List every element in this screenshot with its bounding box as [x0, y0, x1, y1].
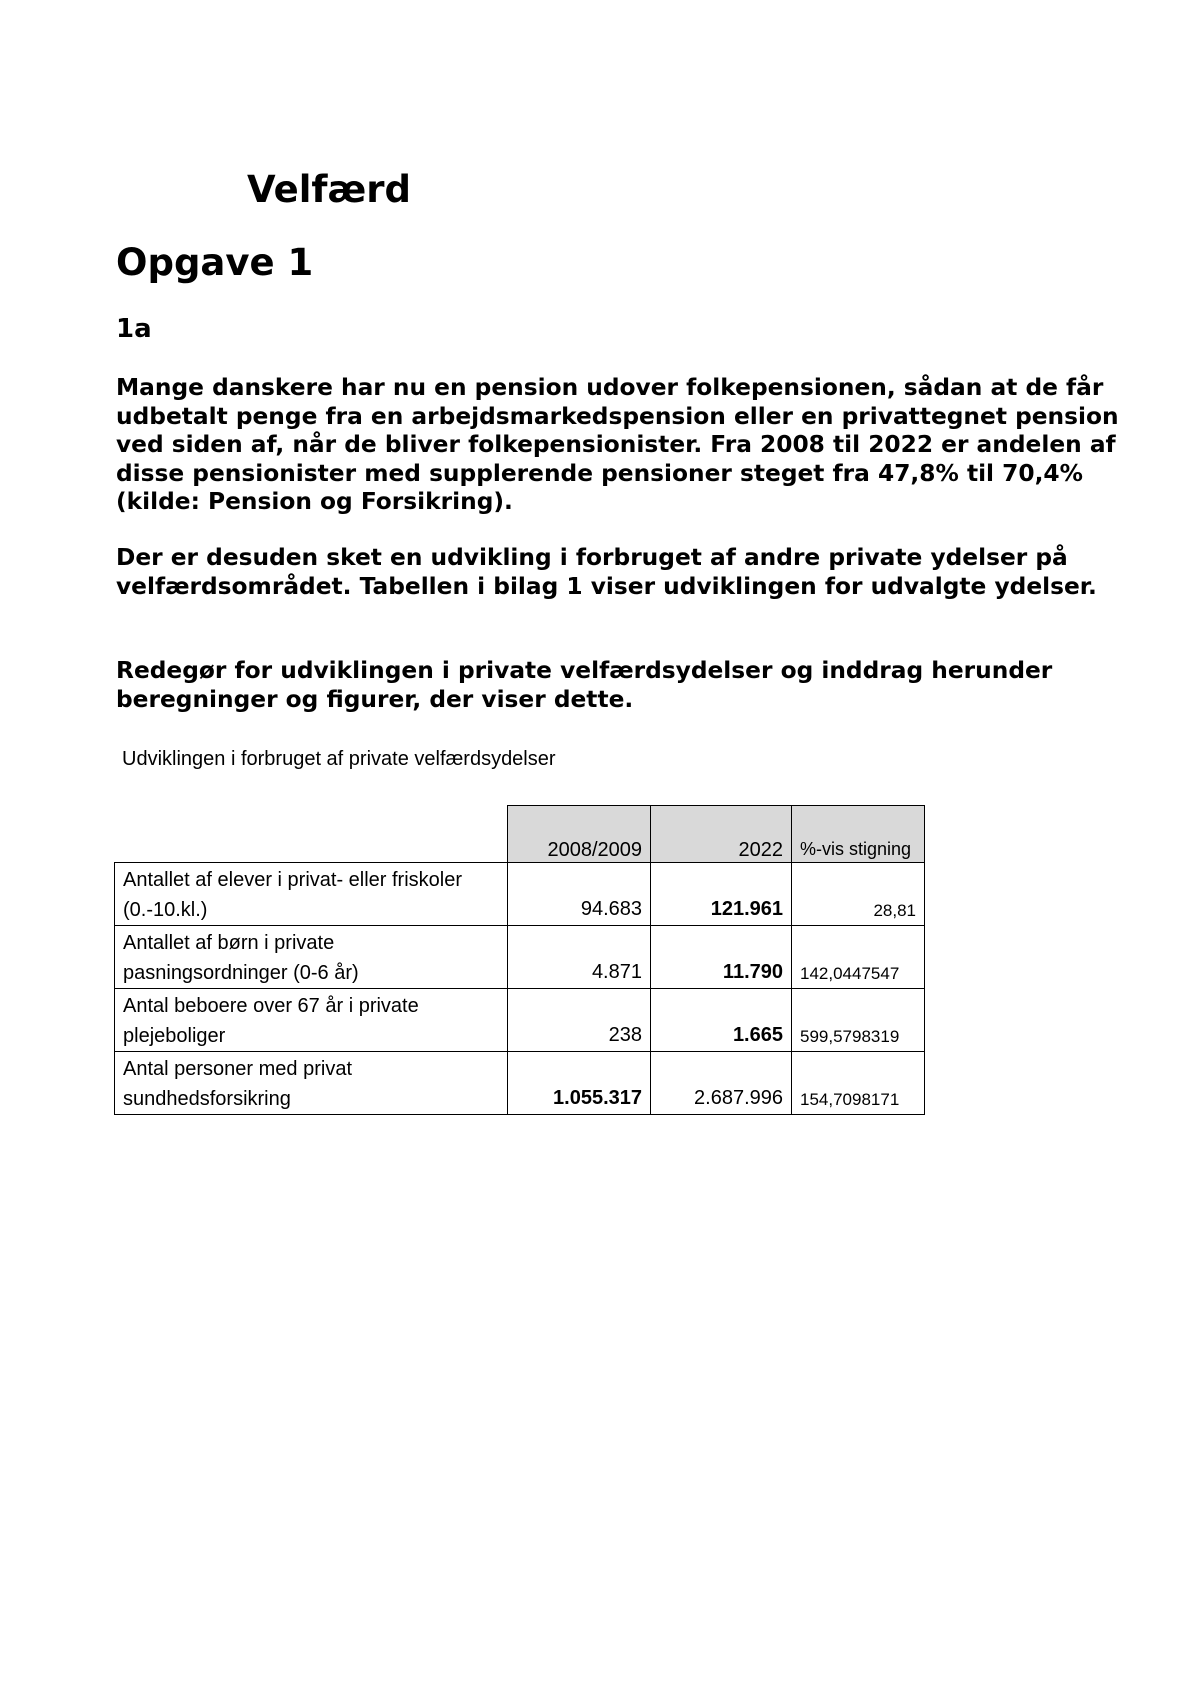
value-pct: 154,7098171 — [792, 1052, 925, 1115]
value-2008: 4.871 — [508, 926, 651, 989]
table-row — [115, 1052, 925, 1115]
paragraph-task: Redegør for udviklingen i private velfærdsydelser og inddrag herunder beregninger og figurer, der viser dette. — [116, 657, 1053, 713]
header-pct: %-vis stigning — [792, 806, 925, 863]
paragraph-development: Der er desuden sket en udvikling i forbruget af andre private ydelser på velfærdsområdet. Tabellen i bilag 1 viser udviklingen for udvalgte ydelser. — [116, 544, 1097, 600]
row-label: Antallet af børn i private pasningsordninger (0-6 år) — [115, 926, 508, 989]
table-header-row — [115, 806, 925, 863]
value-2008: 238 — [508, 989, 651, 1052]
assignment-heading: Opgave 1 — [116, 241, 314, 284]
table-row — [115, 863, 925, 926]
value-2022: 2.687.996 — [651, 1052, 792, 1115]
row-label: Antal personer med privat sundhedsforsikring — [115, 1052, 508, 1115]
value-pct: 142,0447547 — [792, 926, 925, 989]
table-row — [115, 926, 925, 989]
table-caption: Udviklingen i forbruget af private velfærdsydelser — [122, 748, 556, 770]
subtask-heading: 1a — [116, 314, 152, 344]
value-2022: 11.790 — [651, 926, 792, 989]
value-pct: 28,81 — [792, 863, 925, 926]
table-row — [115, 989, 925, 1052]
document-title: Velfærd — [247, 168, 411, 211]
value-2008: 94.683 — [508, 863, 651, 926]
header-empty-cell — [115, 806, 508, 863]
paragraph-pension: Mange danskere har nu en pension udover folkepensionen, sådan at de får udbetalt penge fra en arbejdsmarkedspension eller en privattegnet pension ved siden af, når de bliver folkepensionister. Fra 2008 til 2022 er andelen af disse pensionister med supplerende pensioner steget fra 47,8% til 70,4% (kilde: Pension og Forsikring). — [116, 374, 1119, 515]
header-2008: 2008/2009 — [508, 806, 651, 863]
value-2022: 1.665 — [651, 989, 792, 1052]
header-2022: 2022 — [651, 806, 792, 863]
row-label: Antallet af elever i privat- eller friskoler (0.-10.kl.) — [115, 863, 508, 926]
row-label: Antal beboere over 67 år i private plejeboliger — [115, 989, 508, 1052]
value-pct: 599,5798319 — [792, 989, 925, 1052]
value-2008: 1.055.317 — [508, 1052, 651, 1115]
welfare-table — [114, 805, 925, 1115]
value-2022: 121.961 — [651, 863, 792, 926]
